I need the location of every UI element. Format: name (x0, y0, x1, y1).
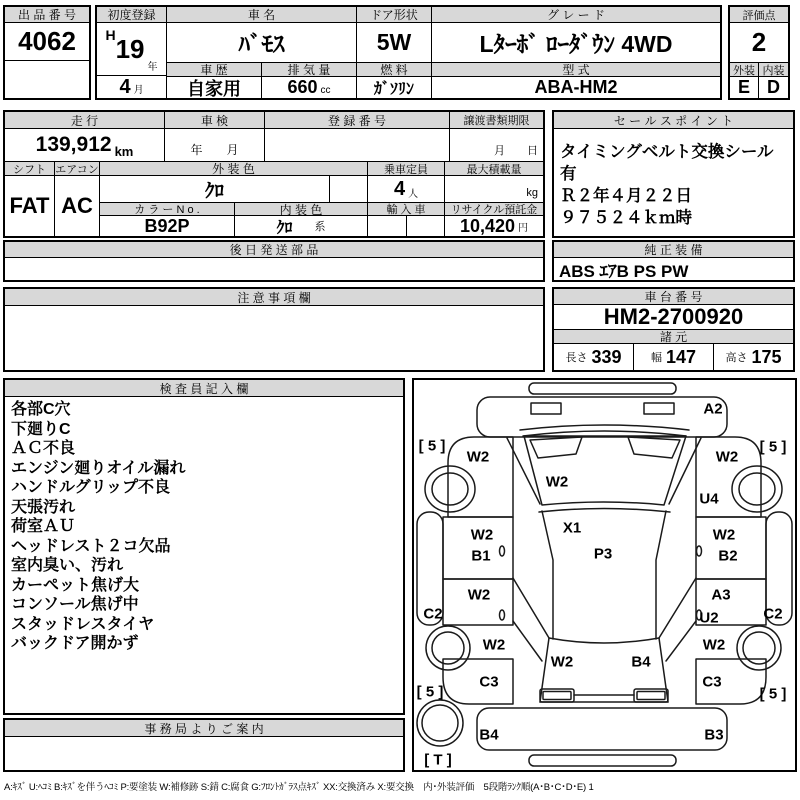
diagram-damage-label: U2 (699, 609, 719, 627)
max-load-value-cell: kg (445, 176, 543, 203)
recycle-value: 10,420 (459, 216, 516, 236)
inspector-note: 天張汚れ (11, 498, 76, 516)
specs-label: 諸 元 (554, 330, 793, 344)
diagram-damage-label: W2 (702, 636, 726, 654)
color-no-value: B92P (100, 216, 235, 236)
first-reg-year-cell (97, 23, 167, 76)
diagram-damage-label: W2 (545, 473, 569, 491)
vehicle-header-box (95, 5, 722, 100)
diagram-damage-label: A2 (703, 400, 723, 418)
length-label: 長さ (565, 352, 588, 364)
diagram-damage-label: B4 (479, 726, 499, 744)
door-shape-label: ドア形状 (357, 7, 432, 23)
interior-label: 内装 (759, 63, 788, 77)
sales-points-content (554, 138, 793, 232)
sales-points-label: セ ー ル ス ポ イ ン ト (554, 112, 793, 129)
diagram-damage-label: C3 (702, 673, 722, 691)
car-name-label: 車 名 (167, 7, 357, 23)
car-diagram-labels (414, 380, 795, 770)
diagram-damage-label: W2 (470, 526, 494, 544)
oem-equipment-value: ABS ｴｱB PS PW (559, 261, 689, 280)
grade-value: Lﾀｰﾎﾞ ﾛｰﾀﾞｳﾝ 4WD (432, 23, 720, 63)
inspector-note: 各部C穴 (11, 401, 71, 418)
color-no-label: カ ラ ー N o . (100, 203, 235, 216)
capacity-label: 乗車定員 (368, 162, 445, 176)
height-cell (714, 344, 793, 370)
era-code: H (105, 27, 116, 43)
door-shape-value: 5W (357, 23, 432, 63)
score-label: 評価点 (730, 7, 788, 23)
inspection-label: 車 検 (165, 112, 265, 129)
diagram-damage-label: W2 (467, 586, 491, 604)
first-reg-month-cell (97, 76, 167, 98)
reg-number-value-cell (265, 129, 450, 162)
lot-label: 出 品 番 号 (5, 7, 89, 23)
diagram-damage-label: W2 (482, 636, 506, 654)
caution-label: 注 意 事 項 欄 (5, 289, 543, 306)
office-notice-label: 事 務 局 よ り ご 案 内 (5, 720, 403, 737)
int-color-label: 内 装 色 (235, 203, 368, 216)
capacity-value-cell (368, 176, 445, 203)
month-unit: 月 (133, 85, 144, 96)
inspector-note: スタッドレスタイヤ (11, 615, 155, 633)
inspector-notes-list (5, 397, 403, 657)
displacement-label: 排 気 量 (262, 63, 357, 77)
inspector-note: ハンドルグリップ不良 (11, 479, 171, 496)
history-label: 車 歴 (167, 63, 262, 77)
car-name: ﾊﾞﾓｽ (167, 23, 357, 63)
ext-color-value: ｸﾛ (100, 176, 330, 203)
shift-label: シフト (5, 162, 55, 176)
exterior-label: 外装 (730, 63, 759, 77)
oem-equipment-box (552, 240, 795, 282)
int-color-suffix: 系 (314, 221, 326, 233)
displacement-value-cell (262, 77, 357, 98)
capacity-unit: 人 (408, 189, 419, 200)
diagram-damage-label: C2 (763, 605, 783, 623)
vin-label: 車 台 番 号 (554, 289, 793, 305)
transfer-docs-value-cell: 月 日 (450, 129, 543, 162)
inspector-note: 下廻りC (11, 420, 71, 438)
diagram-damage-label: W2 (715, 448, 739, 466)
width-value: 147 (665, 346, 697, 367)
width-label: 幅 (650, 352, 662, 364)
diagram-damage-label: B2 (718, 547, 738, 565)
diagram-damage-label: [ 5 ] (759, 685, 787, 703)
sales-point-line: Ｒ２年４月２２日 (560, 187, 692, 205)
mileage-value: 139,912 (35, 133, 112, 156)
first-reg-label: 初度登録 (97, 7, 167, 23)
diagram-damage-label: P3 (593, 545, 613, 563)
vin-box (552, 287, 795, 372)
aircon-label: エアコン (55, 163, 99, 176)
recycle-value-cell (445, 216, 543, 236)
exterior-grade: E (730, 77, 759, 98)
diagram-damage-label: B3 (704, 726, 724, 744)
recycle-unit: 円 (518, 223, 529, 234)
max-load-label: 最大積載量 (445, 162, 543, 176)
inspector-notes-box (3, 378, 405, 715)
damage-code-legend: A:ｷｽﾞ U:ﾍｺﾐ B:ｷｽﾞを伴うﾍｺﾐ P:要塗装 W:補修跡 S:錆 C:腐食 G:ﾌﾛﾝﾄｶﾞﾗｽ点ｷｽﾞ XX:交換済み X:要交換 内･外装評価 5段階ﾗﾝｸ順(A･B･C･D･E) 1 (4, 782, 594, 793)
import-value-cell-1 (368, 216, 407, 236)
diagram-damage-label: W2 (550, 653, 574, 671)
diagram-damage-label: W2 (466, 448, 490, 466)
sales-point-line: タイミングベルト交換シール有 (560, 143, 774, 183)
length-value: 339 (591, 346, 622, 367)
diagram-damage-label: U4 (699, 490, 719, 508)
displacement-value: 660 (287, 77, 318, 97)
oem-equipment-label: 純 正 装 備 (554, 242, 793, 258)
later-parts-label: 後 日 発 送 部 品 (5, 242, 543, 258)
score-box (728, 5, 790, 100)
diagram-damage-label: [ T ] (424, 751, 452, 769)
inspector-note: コンソール焦げ中 (11, 596, 139, 613)
diagram-damage-label: A3 (711, 586, 731, 604)
history-value: 自家用 (167, 77, 262, 98)
reg-month: 4 (119, 76, 131, 98)
car-diagram-box (412, 378, 797, 772)
import-label: 輸 入 車 (368, 203, 445, 216)
inspection-value-cell: 年 月 (165, 129, 265, 162)
length-cell (554, 344, 634, 370)
vin-value: HM2-2700920 (554, 305, 793, 330)
diagram-damage-label: [ 5 ] (416, 683, 444, 701)
sales-points-box (552, 110, 795, 238)
diagram-damage-label: C3 (479, 673, 499, 691)
ext-color-empty-cell (330, 176, 368, 203)
diagram-damage-label: B4 (631, 653, 651, 671)
diagram-damage-label: B1 (471, 547, 491, 565)
inspector-note: ＡＣ不良 (11, 440, 76, 457)
fuel-value: ｶﾞｿﾘﾝ (357, 77, 432, 98)
model-code-label: 型 式 (432, 63, 720, 77)
lot-number: 4062 (5, 23, 89, 61)
diagram-damage-label: C2 (423, 605, 443, 623)
int-color-value-cell (235, 216, 368, 236)
diagram-damage-label: [ 5 ] (759, 438, 787, 456)
inspector-note: ヘッドレスト２コ欠品 (11, 537, 171, 555)
inspector-note: バックドア開かず (11, 635, 139, 652)
height-label: 高さ (725, 352, 748, 364)
inspector-note: カーペット焦げ大 (11, 576, 140, 594)
int-color-value: ｸﾛ (276, 219, 293, 236)
reg-year: 19 (115, 33, 145, 64)
later-parts-box (3, 240, 545, 282)
office-notice-box (3, 718, 405, 772)
mileage-label: 走 行 (5, 112, 165, 129)
inspector-note: 室内臭い、汚れ (11, 557, 124, 574)
import-value-cell-2 (407, 216, 445, 236)
inspector-note: 荷室ＡＵ (11, 518, 76, 535)
width-cell (634, 344, 714, 370)
displacement-unit: cc (320, 85, 331, 96)
lot-empty-cell (5, 61, 89, 98)
score-value: 2 (730, 23, 788, 63)
sales-point-line: ９７５２４ｋｍ時 (560, 209, 692, 227)
height-value: 175 (751, 346, 782, 367)
capacity-value: 4 (393, 177, 406, 200)
model-code-value: ABA-HM2 (534, 77, 618, 97)
mileage-value-cell (5, 129, 165, 162)
inspector-notes-label: 検 査 員 記 入 欄 (5, 380, 403, 397)
shift-value: FAT (5, 176, 55, 236)
mileage-unit: km (114, 144, 134, 159)
details-box (3, 110, 545, 238)
year-unit: 年 (147, 62, 158, 73)
ext-color-label: 外 装 色 (100, 162, 368, 176)
recycle-label: リサイクル預託金 (445, 203, 543, 216)
fuel-label: 燃 料 (357, 63, 432, 77)
diagram-damage-label: [ 5 ] (418, 437, 446, 455)
interior-grade: D (767, 77, 780, 97)
grade-label: グ レ ー ド (432, 7, 720, 23)
diagram-damage-label: W2 (712, 526, 736, 544)
aircon-value: AC (55, 176, 100, 236)
caution-box (3, 287, 545, 372)
reg-number-label: 登 録 番 号 (265, 112, 450, 129)
lot-box (3, 5, 91, 100)
diagram-damage-label: X1 (562, 519, 582, 537)
transfer-docs-label: 譲渡書類期限 (450, 112, 543, 129)
inspector-note: エンジン廻りオイル漏れ (11, 459, 186, 477)
